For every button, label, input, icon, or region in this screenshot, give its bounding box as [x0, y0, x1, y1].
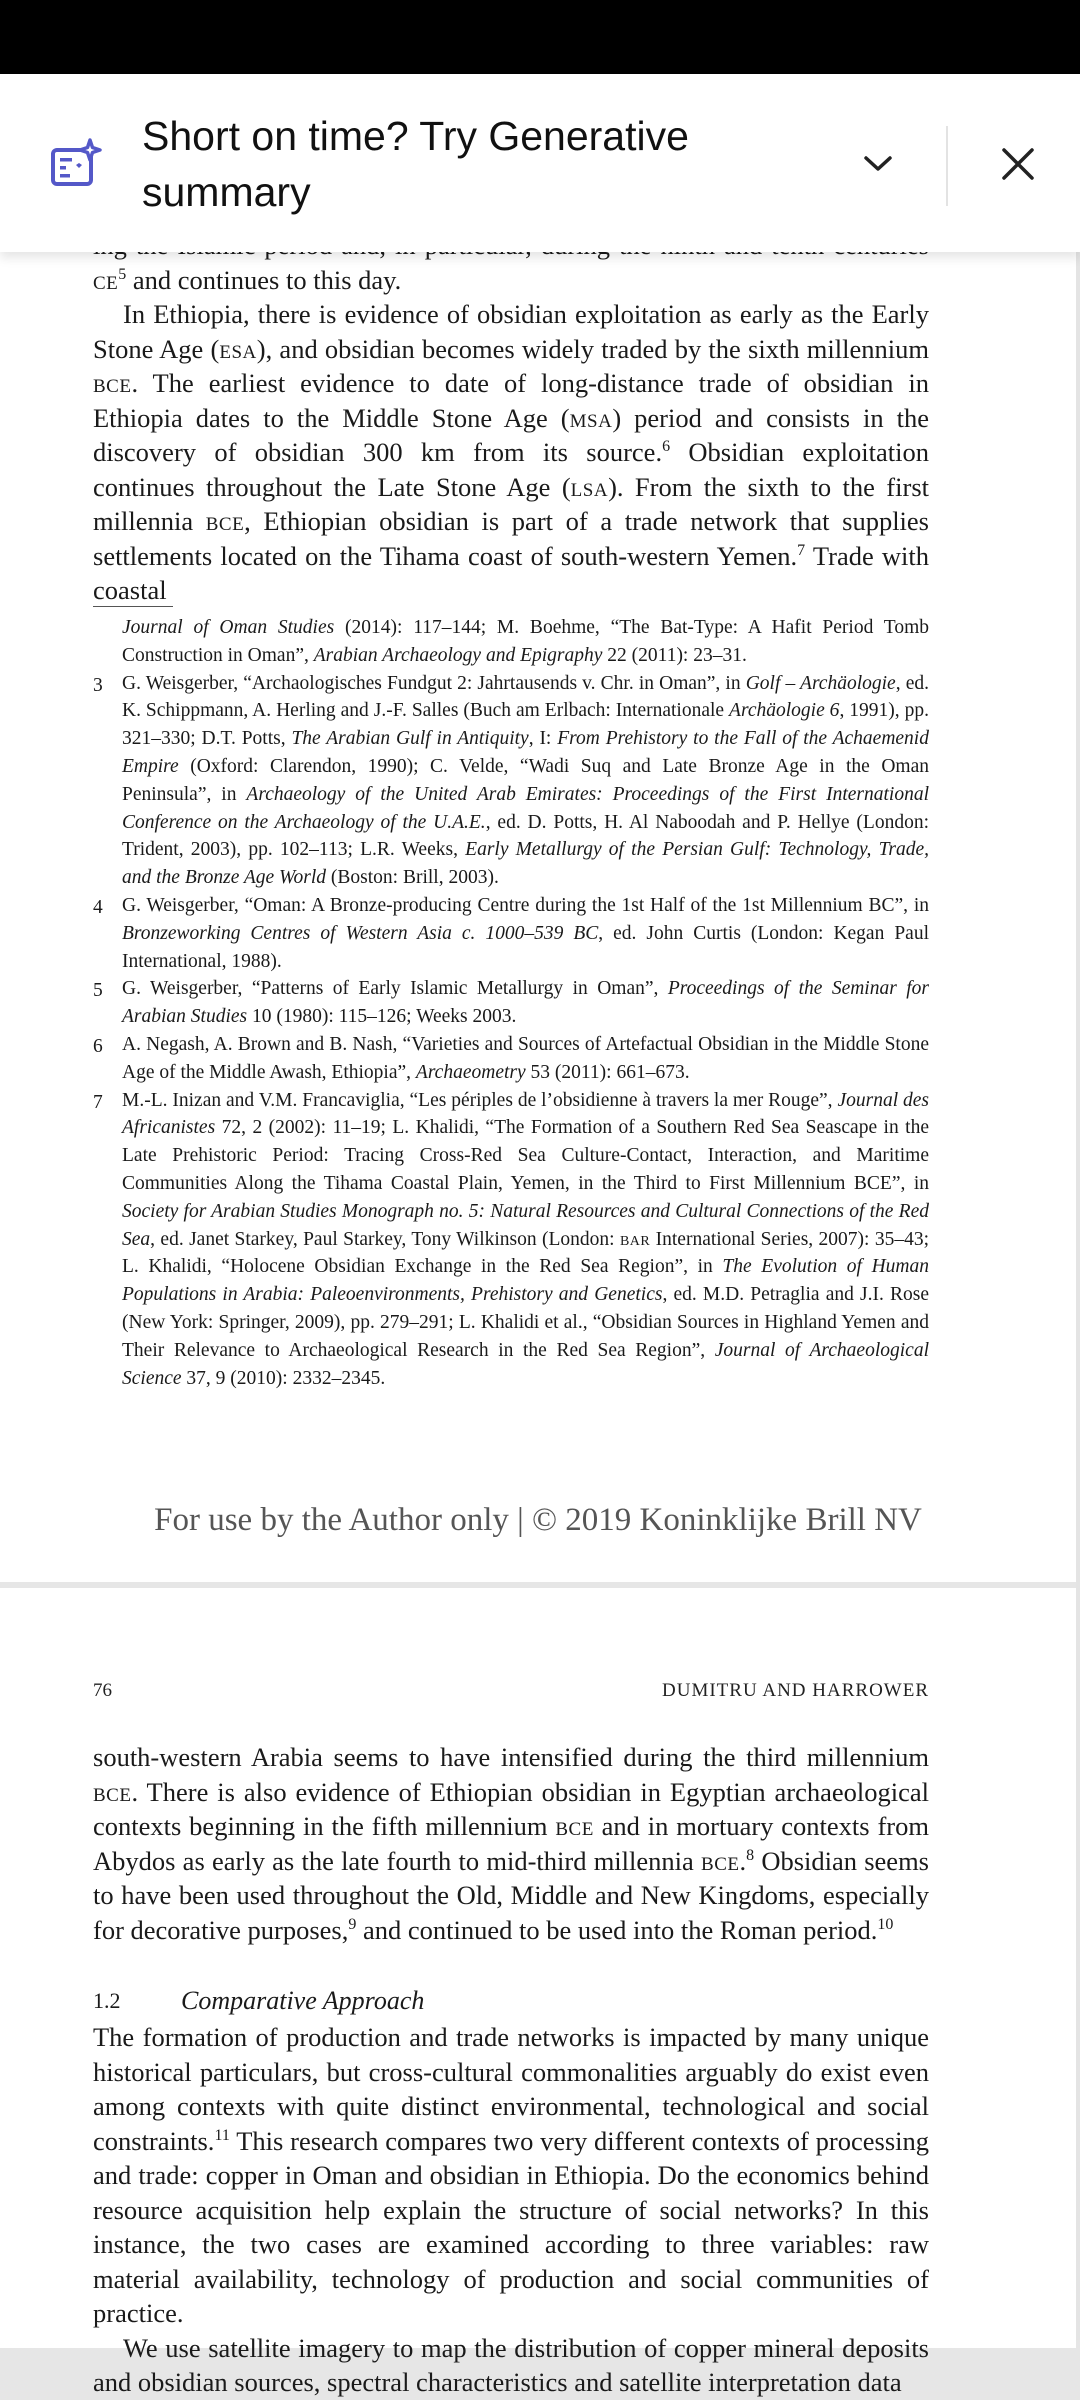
footnote-ref[interactable]: 11	[214, 2126, 230, 2144]
generative-summary-icon	[50, 138, 102, 190]
document-page-76[interactable]	[0, 1588, 1076, 2397]
document-page-75[interactable]	[0, 230, 1076, 1582]
paragraph: We use satellite imagery to map the distribution of copper mineral deposits and obsidian sources, spectral characteristics and satellite interpretation data	[93, 2332, 929, 2397]
generative-summary-banner[interactable]	[0, 74, 1080, 252]
footnote-ref[interactable]: 7	[797, 541, 806, 559]
footnote-ref[interactable]: 8	[746, 1846, 755, 1864]
footnote-ref[interactable]: 5	[118, 265, 127, 283]
copyright-watermark: For use by the Author only | © 2019 Koninklijke Brill NV	[154, 1502, 922, 1538]
footnote-number: 3	[93, 674, 103, 696]
footnote-number: 5	[93, 980, 103, 1002]
paragraph: The formation of production and trade networks is impacted by many unique historical particulars, but cross-cultural commonalities arguably do exist even among contexts with quite distinct environmental, technological and social constraints.$^{11}$ This research compares two very different contexts of processing and trade: copper in Oman and obsidian in Ethiopia. Do the economics behind resource acquisition help explain the structure of social networks? In this instance, the two cases are examined according to three variables: raw material availability, technology of production and social communities of practice.	[93, 2022, 929, 2328]
footnote	[93, 975, 929, 1031]
footnote-number: 7	[93, 1091, 103, 1113]
footnote-text: G. Weisgerber, “Patterns of Early Islamic Metallurgy in Oman”, Proceedings of the Seminar for Arabian Studies 10 (1980): 115–126; Weeks 2003.	[122, 978, 929, 1028]
footnote-ref[interactable]: 10	[877, 1915, 894, 1933]
body-text-top	[93, 228, 929, 608]
footnotes	[93, 614, 929, 1392]
close-icon[interactable]	[996, 142, 1040, 186]
paragraph: In Ethiopia, there is evidence of obsidian exploitation as early as the Early Stone Age (esa), and obsidian becomes widely traded by the sixth millennium bce. The earliest evidence to date of long-distance trade of obsidian in Ethiopia dates to the Middle Stone Age (msa) period and consists in the discovery of obsidian 300 km from its source.$^6$ Obsidian exploitation continues throughout the Late Stone Age (lsa). From the sixth to the first millennia bce, Ethiopian obsidian is part of a trade network that supplies settlements located on the Tihama coast of south-western Yemen.$^7$ Trade with coastal	[93, 299, 929, 605]
footnote	[93, 1031, 929, 1087]
footnote-number: 4	[93, 896, 103, 918]
section-title: Comparative Approach	[181, 1986, 425, 2015]
footnote	[93, 670, 929, 892]
chevron-down-icon[interactable]	[858, 144, 898, 184]
footnote-text: A. Negash, A. Brown and B. Nash, “Varieties and Sources of Artefactual Obsidian in the Middle Stone Age of the Middle Awash, Ethiopia”, Archaeometry 53 (2011): 661–673.	[122, 1033, 929, 1083]
footnote-text: Journal of Oman Studies (2014): 117–144; M. Boehme, “The Bat-Type: A Hafit Period Tomb Construction in Oman”, Arabian Archaeology and Epigraphy 22 (2011): 23–31.	[122, 617, 929, 666]
footnote-text: G. Weisgerber, “Archaologisches Fundgut 2: Jahrtausends v. Chr. in Oman”, in Golf – Archäologie, ed. K. Schippmann, A. Herling and J.-F. Salles (Buch am Erlbach: Internationale Archäologie 6, 1991), pp. 321–330; D.T. Potts, The Arabian Gulf in Antiquity, I: From Prehistory to the Fall of the Achaemenid Empire (Oxford: Clarendon, 1990); C. Velde, “Wadi Suq and Late Bronze Age in the Oman Peninsula”, in Archaeology of the United Arab Emirates: Proceedings of the First International Conference on the Archaeology of the U.A.E., ed. D. Potts, H. Al Naboodah and P. Hellye (London: Trident, 2003), pp. 102–113; L.R. Weeks, Early Metallurgy of the Persian Gulf: Technology, Trade, and the Bronze Age World (Boston: Brill, 2003).	[122, 672, 930, 889]
footnote-text: M.-L. Inizan and V.M. Francaviglia, “Les périples de l’obsidienne à travers la mer Rouge”, Journal des Africanistes 72, 2 (2002): 11–19; L. Khalidi, “The Formation of a Southern Red Sea Seascape in the Late Prehistoric Period: Tracing Cross-Red Sea Culture-Contact, Interaction, and Maritime Communities Along the Tihama Coastal Plain, Yemen, in the Third to First Millennium BCE”, in Society for Arabian Studies Monograph no. 5: Natural Resources and Cultural Connections of the Red Sea, ed. Janet Starkey, Paul Starkey, Tony Wilkinson (London: bar International Series, 2007): 35–43; L. Khalidi, “Holocene Obsidian Exchange in the Red Sea Region”, in The Evolution of Human Populations in Arabia: Paleoenvironments, Prehistory and Genetics, ed. M.D. Petraglia and J.I. Rose (New York: Springer, 2009), pp. 279–291; L. Khalidi et al., “Obsidian Sources in Highland Yemen and Their Relevance to Archaeological Research in the Red Sea Region”, Journal of Archaeological Science 37, 9 (2010): 2332–2345.	[122, 1089, 930, 1389]
scrollbar[interactable]	[1076, 252, 1080, 2340]
section-number: 1.2	[93, 1988, 121, 2013]
status-bar	[0, 0, 1080, 74]
footnote	[93, 1087, 929, 1393]
footnote	[93, 614, 929, 670]
page-number: 76	[93, 1680, 112, 1701]
body-text-section	[93, 2020, 929, 2400]
footnote-text: G. Weisgerber, “Oman: A Bronze-producing Centre during the 1st Half of the 1st Millennium BC”, in Bronzeworking Centres of Western Asia c. 1000–539 BC, ed. John Curtis (London: Kegan Paul International, 1988).	[122, 894, 929, 972]
footnote	[93, 892, 929, 975]
paragraph: south-western Arabia seems to have intensified during the third millennium bce. There is also evidence of Ethiopian obsidian in Egyptian archaeological contexts beginning in the fifth millennium bce and in mortuary contexts from Abydos as early as the late fourth to mid-third millennia bce.$^8$ Obsidian seems to have been used throughout the Old, Middle and New Kingdoms, especially for decorative purposes,$^9$ and continued to be used into the Roman period.$^{10}$	[93, 1742, 929, 1945]
footnote-ref[interactable]: 6	[662, 438, 671, 456]
banner-title[interactable]: Short on time? Try Generative summary	[142, 113, 689, 215]
footnote-divider	[93, 606, 173, 607]
banner-divider	[946, 126, 948, 206]
body-text	[93, 1740, 929, 1947]
footnote-number: 6	[93, 1035, 103, 1057]
running-head-authors: DUMITRU AND HARROWER	[662, 1680, 929, 1701]
footnote-ref[interactable]: 9	[348, 1915, 357, 1933]
paragraph: $ce^5$ and continues to this day.	[93, 264, 402, 295]
